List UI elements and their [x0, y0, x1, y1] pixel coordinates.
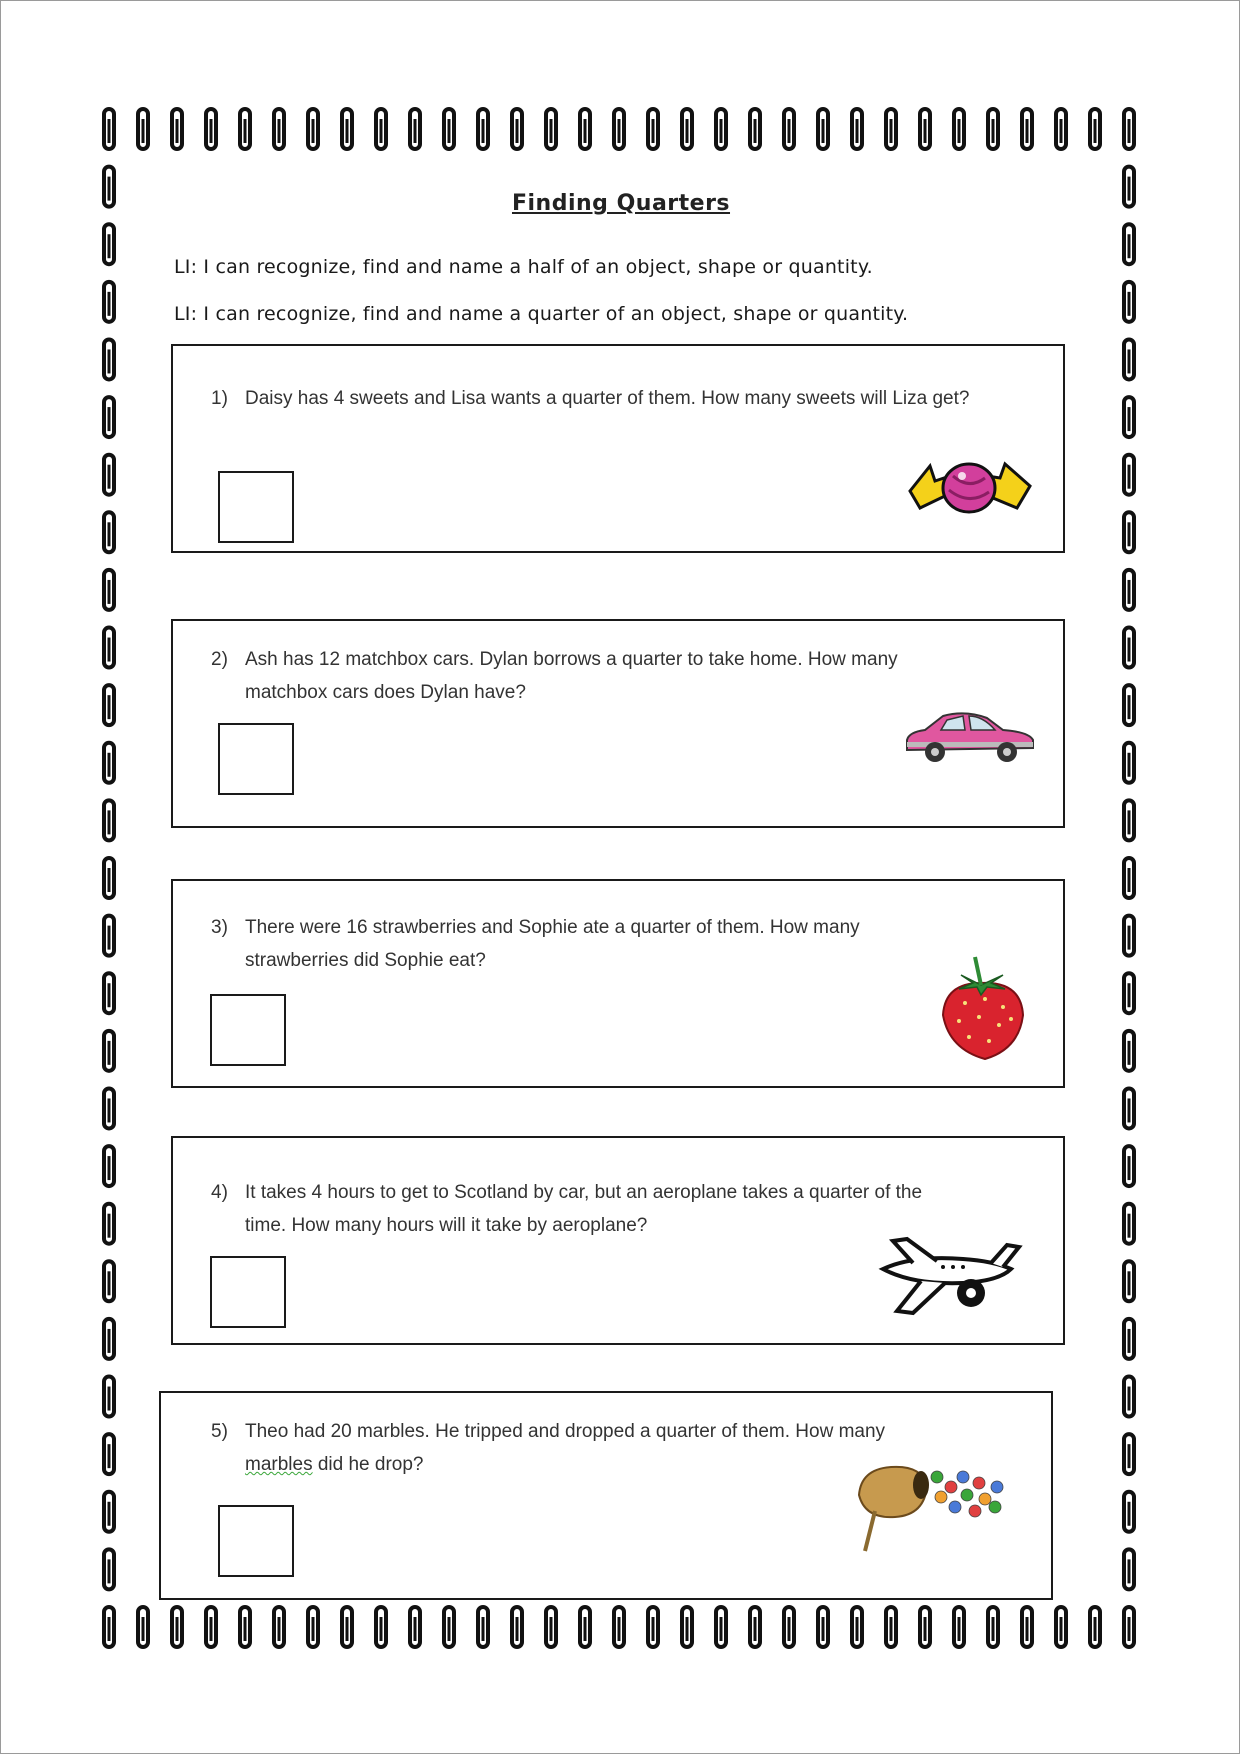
paperclip-icon [1124, 1031, 1134, 1071]
question-5-box [159, 1391, 1053, 1600]
paperclip-icon [444, 1607, 454, 1647]
strawberry-icon [931, 953, 1031, 1063]
paperclip-icon [138, 109, 148, 149]
misspelled-word: marbles [245, 1454, 313, 1475]
learning-intention-quarter: LI: I can recognize, find and name a quarter of an object, shape or quantity. [174, 303, 909, 325]
paperclip-icon [104, 1549, 114, 1589]
paperclip-icon [784, 1607, 794, 1647]
question-number: 1) [211, 388, 228, 409]
paperclip-icon [886, 109, 896, 149]
paperclip-icon [410, 1607, 420, 1647]
paperclip-icon [104, 916, 114, 956]
paperclip-icon [1124, 858, 1134, 898]
paperclip-icon [920, 1607, 930, 1647]
paperclip-icon [104, 1434, 114, 1474]
answer-box-5[interactable] [218, 1505, 294, 1577]
paperclip-icon [1124, 1088, 1134, 1128]
paperclip-icon [954, 109, 964, 149]
paperclip-icon [1124, 339, 1134, 379]
paperclip-icon [648, 1607, 658, 1647]
answer-box-2[interactable] [218, 723, 294, 795]
paperclip-icon [614, 109, 624, 149]
paperclip-icon [1124, 800, 1134, 840]
paperclip-icon [1124, 1549, 1134, 1589]
paperclip-icon [104, 1146, 114, 1186]
question-number: 3) [211, 917, 228, 938]
answer-box-1[interactable] [218, 471, 294, 543]
question-number: 5) [211, 1421, 228, 1442]
paperclip-icon [104, 512, 114, 552]
learning-intention-half: LI: I can recognize, find and name a half of an object, shape or quantity. [174, 256, 873, 278]
paperclip-icon [818, 1607, 828, 1647]
paperclip-icon [546, 109, 556, 149]
car-icon [903, 706, 1038, 768]
paperclip-icon [1022, 109, 1032, 149]
paperclip-icon [852, 1607, 862, 1647]
paperclip-icon [1124, 1434, 1134, 1474]
question-4-text [211, 1176, 922, 1242]
question-3-text [211, 911, 860, 977]
question-line: matchbox cars does Dylan have? [245, 682, 526, 703]
paperclip-icon [1124, 973, 1134, 1013]
paperclip-icon [1124, 109, 1134, 149]
paperclip-icon [206, 1607, 216, 1647]
paperclip-icon [104, 1261, 114, 1301]
paperclip-icon [1124, 1377, 1134, 1417]
paperclip-icon [648, 109, 658, 149]
paperclip-icon [104, 397, 114, 437]
paperclip-icon [104, 685, 114, 725]
question-line: time. How many hours will it take by aeroplane? [245, 1215, 648, 1236]
paperclip-icon [1124, 224, 1134, 264]
paperclip-icon [104, 339, 114, 379]
question-line: Theo had 20 marbles. He tripped and dropped a quarter of them. How many [245, 1421, 886, 1442]
paperclip-icon [1022, 1607, 1032, 1647]
paperclip-icon [308, 1607, 318, 1647]
paperclip-icon [512, 1607, 522, 1647]
question-number: 4) [211, 1182, 228, 1203]
question-1-text [211, 382, 969, 415]
paperclip-icon [1124, 743, 1134, 783]
paperclip-icon [1124, 1204, 1134, 1244]
paperclip-icon [172, 1607, 182, 1647]
question-1-box [171, 344, 1065, 553]
paperclip-icon [1124, 1607, 1134, 1647]
question-2-box [171, 619, 1065, 828]
paperclip-icon [104, 109, 114, 149]
paperclip-icon [750, 109, 760, 149]
paperclip-icon [104, 1492, 114, 1532]
paperclip-icon [104, 1319, 114, 1359]
paperclip-icon [1056, 109, 1066, 149]
paperclip-icon [478, 109, 488, 149]
question-3-box [171, 879, 1065, 1088]
paperclip-icon [920, 109, 930, 149]
paperclip-icon [546, 1607, 556, 1647]
paperclip-icon [1124, 1492, 1134, 1532]
paperclip-icon [104, 1204, 114, 1244]
paperclip-icon [1124, 1319, 1134, 1359]
answer-box-4[interactable] [210, 1256, 286, 1328]
paperclip-icon [240, 1607, 250, 1647]
question-4-box [171, 1136, 1065, 1345]
paperclip-icon [1124, 685, 1134, 725]
aeroplane-icon [873, 1233, 1023, 1318]
question-line: There were 16 strawberries and Sophie ate a quarter of them. How many [245, 917, 860, 938]
paperclip-icon [240, 109, 250, 149]
paperclip-icon [104, 973, 114, 1013]
paperclip-icon [988, 109, 998, 149]
paperclip-icon [682, 1607, 692, 1647]
question-line: Ash has 12 matchbox cars. Dylan borrows a quarter to take home. How many [245, 649, 898, 670]
paperclip-icon [682, 109, 692, 149]
paperclip-icon [614, 1607, 624, 1647]
paperclip-icon [1056, 1607, 1066, 1647]
paperclip-icon [342, 109, 352, 149]
marbles-bag-icon [851, 1455, 1011, 1555]
question-5-text [211, 1415, 885, 1481]
paperclip-icon [512, 109, 522, 149]
candy-icon [905, 446, 1035, 526]
paperclip-icon [1124, 916, 1134, 956]
paperclip-icon [104, 743, 114, 783]
paperclip-icon [104, 224, 114, 264]
paperclip-icon [376, 109, 386, 149]
paperclip-icon [342, 1607, 352, 1647]
paperclip-icon [716, 109, 726, 149]
answer-box-3[interactable] [210, 994, 286, 1066]
question-line: Daisy has 4 sweets and Lisa wants a quarter of them. How many sweets will Liza get? [245, 388, 970, 409]
question-line: strawberries did Sophie eat? [245, 950, 486, 971]
paperclip-icon [104, 858, 114, 898]
paperclip-icon [104, 800, 114, 840]
paperclip-icon [886, 1607, 896, 1647]
paperclip-icon [206, 109, 216, 149]
paperclip-icon [1124, 570, 1134, 610]
paperclip-icon [1124, 628, 1134, 668]
paperclip-icon [1124, 1146, 1134, 1186]
paperclip-icon [172, 109, 182, 149]
paperclip-icon [104, 628, 114, 668]
question-2-text [211, 643, 898, 709]
paperclip-icon [308, 109, 318, 149]
paperclip-icon [784, 109, 794, 149]
page-title: Finding Quarters [511, 191, 731, 216]
paperclip-icon [1090, 109, 1100, 149]
paperclip-icon [580, 109, 590, 149]
paperclip-icon [104, 1607, 114, 1647]
paperclip-icon [104, 455, 114, 495]
question-number: 2) [211, 649, 228, 670]
paperclip-icon [818, 109, 828, 149]
paperclip-icon [410, 109, 420, 149]
paperclip-icon [274, 1607, 284, 1647]
paperclip-icon [716, 1607, 726, 1647]
paperclip-icon [478, 1607, 488, 1647]
paperclip-icon [1090, 1607, 1100, 1647]
paperclip-icon [988, 1607, 998, 1647]
paperclip-icon [954, 1607, 964, 1647]
paperclip-icon [1124, 397, 1134, 437]
question-line: It takes 4 hours to get to Scotland by car, but an aeroplane takes a quarter of the [245, 1182, 923, 1203]
paperclip-icon [750, 1607, 760, 1647]
paperclip-icon [376, 1607, 386, 1647]
question-line-rest: did he drop? [312, 1454, 424, 1475]
paperclip-icon [104, 1031, 114, 1071]
paperclip-icon [852, 109, 862, 149]
paperclip-icon [138, 1607, 148, 1647]
paperclip-icon [1124, 1261, 1134, 1301]
paperclip-icon [104, 1088, 114, 1128]
paperclip-icon [580, 1607, 590, 1647]
paperclip-icon [104, 570, 114, 610]
paperclip-icon [1124, 512, 1134, 552]
paperclip-icon [104, 1377, 114, 1417]
paperclip-icon [1124, 282, 1134, 322]
paperclip-icon [274, 109, 284, 149]
paperclip-icon [444, 109, 454, 149]
paperclip-icon [1124, 455, 1134, 495]
paperclip-icon [104, 282, 114, 322]
